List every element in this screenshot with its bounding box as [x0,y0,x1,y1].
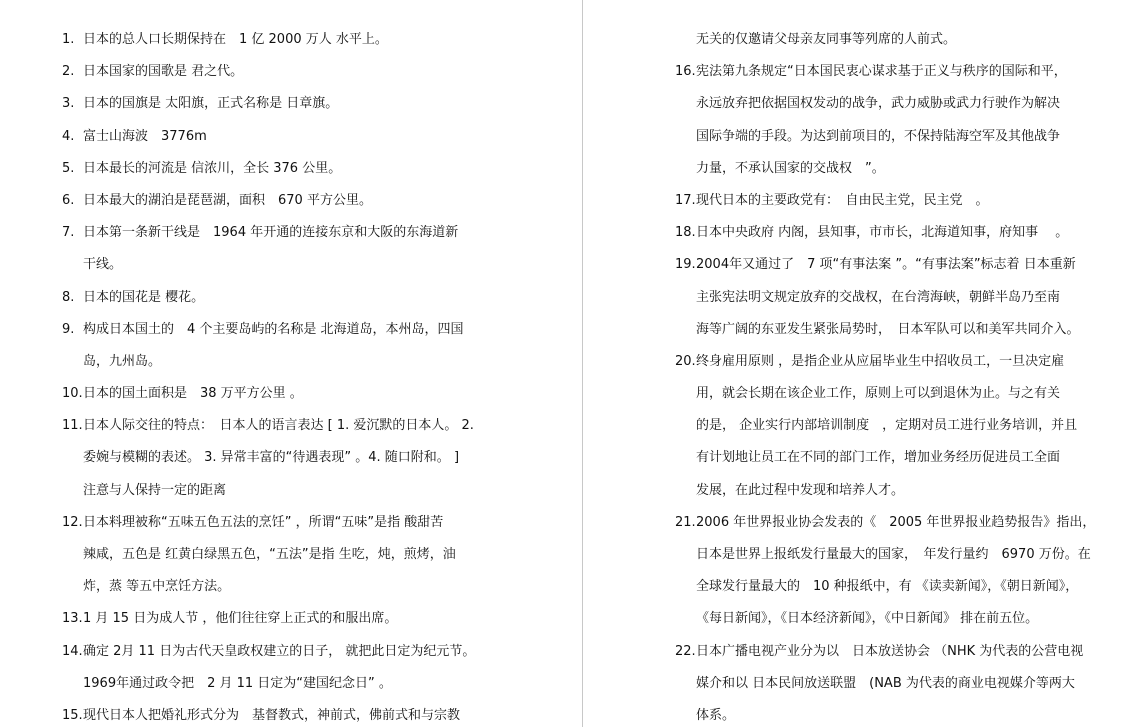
item-text: 有计划地让员工在不同的部门工作，增加业务经历促进员工全面 [696,450,1061,466]
right-text-column [675,24,1115,727]
item-text: 主张宪法明文规定放弃的交战权，在台湾海峡，朝鲜半岛乃至南 [696,289,1061,305]
item-text: 海等广阔的东亚发生紧张局势时， 日本军队可以和美军共同介入。 [696,321,1080,337]
text-line [675,282,1115,314]
item-text: 终身雇用原则 ，是指企业从应届毕业生中招收员工，一旦决定雇 [696,353,1065,369]
list-item [62,88,498,120]
item-text: 永远放弃把依据国权发动的战争，武力威胁或武力行驶作为解决 [696,96,1061,112]
list-item [62,121,498,153]
text-line [675,56,1115,88]
list-item [62,636,498,700]
list-item [675,249,1115,346]
text-line [62,507,498,539]
list-item [62,24,498,56]
item-text: 日本广播电视产业分为以 日本放送协会 （NHK 为代表的公营电视 [696,643,1084,659]
item-number: 5. [62,160,75,176]
item-text: 《每日新闻》，《日本经济新闻》，《中日新闻》 排在前五位。 [696,611,1039,627]
item-text: 日本的国花是 樱花。 [83,289,205,305]
item-text: 辣咸，五色是 红黄白绿黑五色，“五法”是指 生吃，炖，煎烤，油 [83,547,456,562]
text-line [675,571,1115,603]
text-line [62,24,498,56]
list-item [62,56,498,88]
left-text-column [62,24,498,727]
item-text: 日本料理被称“五味五色五法的烹饪” ，所谓“五味”是指 酸甜苦 [83,514,444,530]
item-number: 7. [62,225,75,241]
item-number: 22. [675,643,696,659]
item-text: 日本国家的国歌是 君之代。 [83,64,244,80]
item-number: 20. [675,353,696,369]
item-text: 日本的国土面积是 38 万平方公里 。 [83,386,303,402]
list-item [62,603,498,635]
item-number: 9. [62,321,75,337]
item-text: 国际争端的手段。为达到前项目的，不保持陆海空军及其他战争 [696,128,1061,144]
list-item [675,185,1115,217]
list-item [62,217,498,281]
text-line [62,636,498,668]
list-item [62,185,498,217]
text-line [675,442,1115,474]
item-number: 6. [62,192,75,208]
text-line [62,249,498,281]
item-number: 19. [675,257,696,273]
item-number: 2. [62,64,75,80]
item-text: 1 月 15 日为成人节 ，他们往往穿上正式的和服出席。 [83,611,398,627]
text-line [62,668,498,700]
item-text: 日本的总人口长期保持在 1 亿 2000 万人 水平上。 [83,32,388,47]
item-number: 16. [675,64,696,80]
text-line [675,668,1115,700]
item-number: 3. [62,96,75,112]
text-line [62,153,498,185]
text-line [675,700,1115,727]
item-text: 日本中央政府 内阁，县知事，市市长，北海道知事，府知事 。 [696,225,1069,241]
text-line [62,314,498,346]
document-page-right [583,0,1140,727]
list-item [675,24,1115,56]
list-item [675,56,1115,185]
item-text: 力量，不承认国家的交战权 ”。 [696,160,885,176]
text-line [675,603,1115,635]
text-line [675,249,1115,281]
item-text: 无关的仅邀请父母亲友同事等列席的人前式。 [696,32,957,47]
item-text: 现代日本的主要政党有： 自由民主党，民主党 。 [696,192,989,208]
text-line [675,121,1115,153]
item-text: 确定 2月 11 日为古代天皇政权建立的日子， 就把此日定为纪元节。 [83,643,476,659]
text-line [675,217,1115,249]
text-line [62,475,498,507]
text-line [62,571,498,603]
item-text: 干线。 [83,257,123,273]
text-line [675,475,1115,507]
list-item [62,282,498,314]
text-line [62,410,498,442]
item-text: 富士山海波 3776m [83,128,207,144]
text-line [675,507,1115,539]
list-item [675,636,1115,727]
text-line [62,346,498,378]
item-number: 18. [675,225,696,241]
item-number: 15. [62,707,83,723]
text-line [62,217,498,249]
item-text: 用，就会长期在该企业工作，原则上可以到退休为止。与之有关 [696,386,1061,402]
item-number: 11. [62,418,83,434]
text-line [62,185,498,217]
text-line [62,88,498,120]
item-number: 21. [675,514,696,530]
item-text: 媒介和以 日本民间放送联盟 (NAB 为代表的商业电视媒介等两大 [696,675,1075,691]
item-text: 全球发行量最大的 10 种报纸中，有 《读卖新闻》，《朝日新闻》， [696,579,1079,595]
text-line [675,539,1115,571]
text-line [62,378,498,410]
text-line [62,56,498,88]
item-number: 13. [62,611,83,627]
item-text: 构成日本国土的 4 个主要岛屿的名称是 北海道岛，本州岛，四国 [83,321,464,337]
item-text: 日本是世界上报纸发行量最大的国家， 年发行量约 6970 万份。在 [696,547,1091,562]
item-text: 发展，在此过程中发现和培养人才。 [696,482,905,498]
text-line [675,24,1115,56]
text-line [675,88,1115,120]
item-text: 日本最长的河流是 信浓川，全长 376 公里。 [83,160,342,176]
list-item [62,507,498,604]
item-text: 岛，九州岛。 [83,353,162,369]
item-number: 1. [62,32,75,47]
item-text: 的是， 企业实行内部培训制度 ，定期对员工进行业务培训，并且 [696,418,1078,434]
item-text: 日本人际交往的特点： 日本人的语言表达 [ 1. 爱沉默的日本人。 2. [83,418,474,434]
item-number: 4. [62,128,75,144]
item-text: 1969年通过政令把 2 月 11 日定为“建国纪念日” 。 [83,675,392,691]
item-number: 17. [675,192,696,208]
item-number: 10. [62,386,83,402]
item-text: 日本最大的湖泊是琵琶湖，面积 670 平方公里。 [83,192,372,208]
item-text: 2004年又通过了 7 项“有事法案 ”。“有事法案”标志着 日本重新 [696,257,1076,273]
text-line [62,442,498,474]
list-item [62,410,498,507]
item-text: 日本第一条新干线是 1964 年开通的连接东京和大阪的东海道新 [83,225,459,241]
item-text: 委婉与模糊的表述。 3. 异常丰富的“待遇表现” 。4. 随口附和。 ] [83,450,460,466]
list-item [675,217,1115,249]
text-line [675,410,1115,442]
list-item [62,700,498,727]
text-line [62,121,498,153]
item-text: 体系。 [696,707,736,723]
item-text: 注意与人保持一定的距离 [83,482,227,498]
list-item [62,314,498,378]
text-line [675,314,1115,346]
item-text: 2006 年世界报业协会发表的《 2005 年世界报业趋势报告》指出， [696,514,1096,530]
list-item [62,153,498,185]
item-text: 现代日本人把婚礼形式分为 基督教式，神前式，佛前式和与宗教 [83,707,461,723]
text-line [675,185,1115,217]
text-line [675,636,1115,668]
text-line [675,346,1115,378]
item-text: 宪法第九条规定“日本国民衷心谋求基于正义与秩序的国际和平， [696,64,1067,80]
text-line [62,603,498,635]
list-item [62,378,498,410]
item-text: 日本的国旗是 太阳旗，正式名称是 日章旗。 [83,96,339,112]
text-line [675,153,1115,185]
item-number: 14. [62,643,83,659]
text-line [62,700,498,727]
item-text: 炸，蒸 等五中烹饪方法。 [83,579,231,595]
list-item [675,507,1115,636]
text-line [675,378,1115,410]
text-line [62,539,498,571]
text-line [62,282,498,314]
list-item [675,346,1115,507]
item-number: 8. [62,289,75,305]
item-number: 12. [62,514,83,530]
